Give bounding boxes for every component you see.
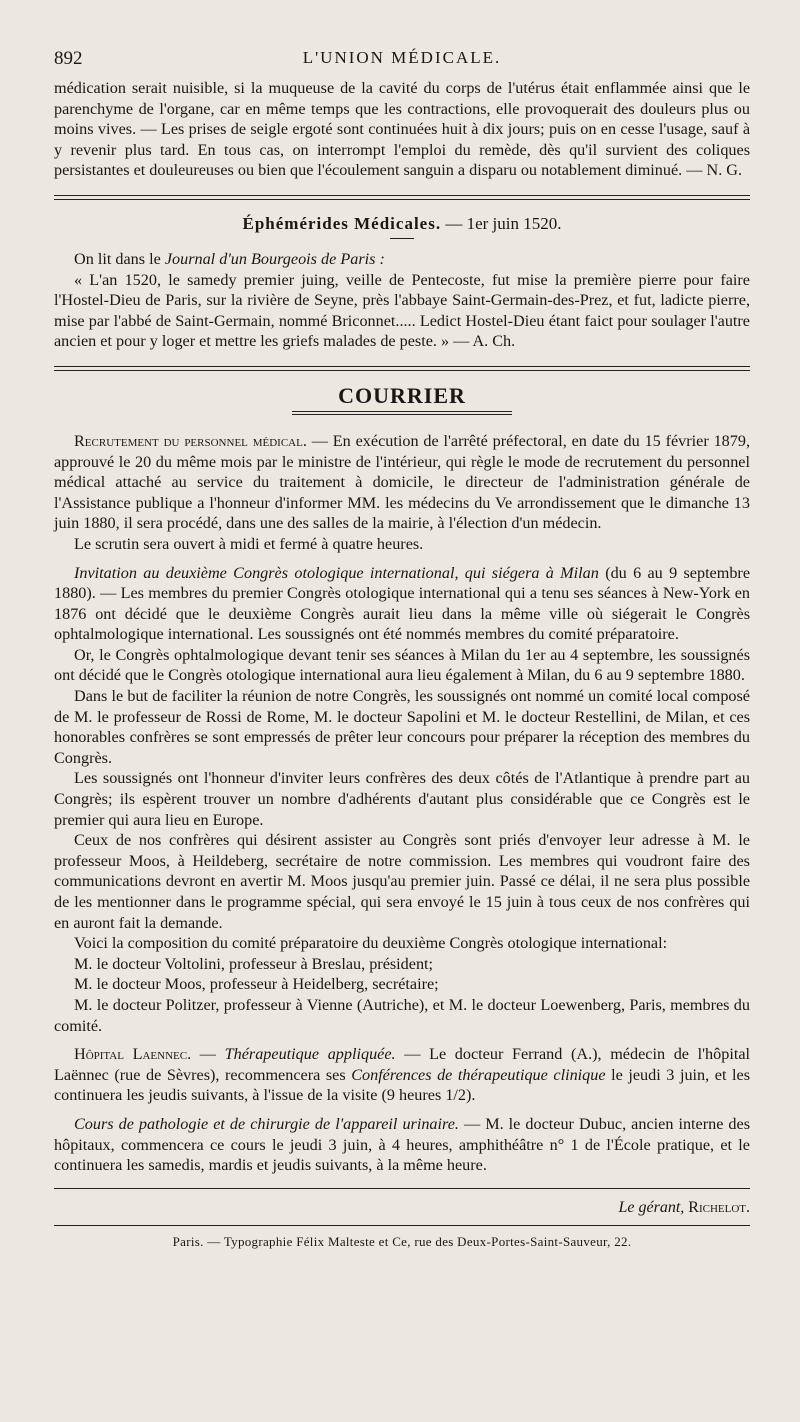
congres-text: (du 6 au 9 septembre 1880). — Les membres du premier Congrès otologique international qui a tenu ses séances à New-York en 1876 ont décidé que le deuxième Congrès aurait lieu dans la même ville où siégerait le Congrès ophtalmologique international. Les soussignés ont été nommés membres du comité préparatoire. xyxy=(54,563,751,644)
laennec-label: Hôpital Laennec. xyxy=(74,1045,192,1064)
congres-paragraph-6: Voici la composition du comité préparatoire du deuxième Congrès otologique international: xyxy=(74,934,668,953)
recrutement-label: Recrutement du personnel médical. xyxy=(74,431,307,450)
page-number: 892 xyxy=(54,48,83,69)
cours-label: Cours de pathologie et de chirurgie de l'appareil urinaire. xyxy=(74,1114,459,1133)
congres-label: Invitation au deuxième Congrès otologique international, qui siégera à Milan xyxy=(74,563,599,582)
source-journal: Journal d'un Bourgeois de Paris : xyxy=(164,249,385,268)
congres-paragraph-3: Dans le but de faciliter la réunion de notre Congrès, les soussignés ont nommé un comité local composé de M. le professeur de Rossi de Rome, M. le docteur Sapolini et M. le docteur Restellini, de Milan, et ces honorables confrères se sont empressés de prêter leur concours pour préparer la réception des membres du Congrès. xyxy=(54,687,750,767)
running-title: L'UNION MÉDICALE. xyxy=(302,48,502,67)
cours-paragraph xyxy=(54,1114,750,1176)
congres-paragraph-2: Or, le Congrès ophtalmologique devant tenir ses séances à Milan du 1er au 4 septembre, les soussignés ont décidé que le Congrès otologique international aura lieu également à Milan, du 6 au 9 septembre 1880. xyxy=(54,645,750,685)
laennec-paragraph: Hôpital Laennec. — Thérapeutique appliquée. — Le docteur Ferrand (A.), médecin de l'hôpital Laënnec (rue de Sèvres), recommencera ses Conférences de thérapeutique clinique le jeudi 3 juin, et les continuera les jeudis suivants, à l'issue de la visite (9 heures 1/2). xyxy=(54,1045,751,1105)
section-divider xyxy=(54,195,750,200)
recrutement-text: — En exécution de l'arrêté préfectoral, en date du 15 février 1879, approuvé le 20 du même mois par le ministre de l'intérieur, qui règle le mode de recrutement du personnel médical attaché au service du traitement à domicile, le directeur de l'administration générale de l'Assistance publique a l'honneur d'informer MM. les médecins du Ve arrondissement que le dimanche 13 juin 1880, il sera procédé, dans une des salles de la mairie, à l'élection d'un médecin. xyxy=(54,431,751,533)
gerant-name: Richelot. xyxy=(688,1198,750,1216)
footer-rule xyxy=(54,1188,750,1189)
laennec-title: Thérapeutique appliquée. xyxy=(224,1045,396,1064)
laennec-conferences: Conférences de thérapeutique clinique xyxy=(351,1065,606,1084)
section-divider xyxy=(54,366,750,371)
title-dash xyxy=(390,238,414,239)
laennec-text-1: — Le docteur Ferrand (A.), médecin de l'hôpital Laënnec (rue de Sèvres), recommencera ses xyxy=(54,1045,751,1084)
committee-member: M. le docteur Voltolini, professeur à Breslau, président; xyxy=(74,954,434,973)
congres-paragraph-5: Ceux de nos confrères qui désirent assister au Congrès sont priés d'envoyer leur adresse à M. le professeur Moos, à Heildeberg, secrétaire de notre commission. Les membres qui voudront faire des communications devront en avertir M. Moos jusqu'au premier juin. Passé ce délai, il ne sera plus possible de les mentionner dans le programme spécial, qui sera envoyé le 15 juin à tous ceux de nos confrères qui en auront fait la demande. xyxy=(54,831,750,932)
congres-paragraph-4: Les soussignés ont l'honneur d'inviter leurs confrères des deux côtés de l'Atlantique à prendre part au Congrès; ils espèrent trouver un nombre d'adhérents d'autant plus considérable que ce Congrès est le premier qui aura lieu en Europe. xyxy=(54,769,750,829)
committee-member: M. le docteur Politzer, professeur à Vienne (Autriche), et M. le docteur Loewenberg, Paris, membres du comité. xyxy=(54,995,750,1035)
imprint-rule xyxy=(54,1225,750,1226)
congres-paragraph xyxy=(54,563,750,645)
ephemerides-name: Éphémérides Médicales. xyxy=(242,213,442,233)
gerant-label: Le gérant, xyxy=(618,1198,685,1216)
laennec-text-2: le jeudi 3 juin, et les continuera les jeudis suivants, à l'issue de la visite (9 heures 1/2). xyxy=(54,1065,750,1105)
cours-text: — M. le docteur Dubuc, ancien interne des hôpitaux, commencera ce cours le jeudi 3 juin, à 4 heures, amphithéâtre n° 1 de l'École pratique, et le continuera les samedis, mardis et jeudis suivants, à la même heure. xyxy=(54,1114,751,1175)
heading-rule xyxy=(292,411,512,415)
source-intro: On lit dans le xyxy=(74,249,161,268)
printer-imprint: Paris. — Typographie Félix Malteste et Ce, rue des Deux-Portes-Saint-Sauveur, 22. xyxy=(172,1233,632,1249)
committee-member: M. le docteur Moos, professeur à Heidelberg, secrétaire; xyxy=(74,975,439,994)
scrutin-paragraph: Le scrutin sera ouvert à midi et fermé à quatre heures. xyxy=(74,534,424,553)
gerant-signature xyxy=(54,1199,750,1217)
page-header xyxy=(54,44,750,78)
ephemerides-quote: « L'an 1520, le samedy premier juing, veille de Pentecoste, fut mise la première pierre pour faire l'Hostel-Dieu de Paris, sur la rivière de Seyne, près l'abbaye Saint-Germain-des-Prez, et fut, ladicte pierre, mise par l'abbé de Saint-Germain, nommé Briconnet..... Ledict Hostel-Dieu étant faict pour soulager l'autre ancien et pour y loger et mettre les griefs malades de peste. » — A. Ch. xyxy=(54,270,750,351)
intro-paragraph: médication serait nuisible, si la muqueuse de la cavité du corps de l'utérus était enflammée ainsi que le parenchyme de l'organe, car en même temps que les contractions, elle provoquerait des douleurs plus ou moins vives. — Les prises de seigle ergoté sont continuées huit à dix jours; puis on en cesse l'usage, sauf à y revenir plus tard. En tous cas, on interrompt l'emploi du remède, dès qu'il survient des coliques persistantes et douleureuses ou bien que l'écoulement sanguin a disparu ou notablement diminué. — N. G. xyxy=(54,79,750,180)
recrutement-paragraph xyxy=(54,431,750,534)
ephemerides-title xyxy=(54,212,750,236)
ephemerides-source xyxy=(54,249,750,270)
courrier-heading: COURRIER xyxy=(338,382,466,408)
ephemerides-date: — 1er juin 1520. xyxy=(445,213,562,233)
